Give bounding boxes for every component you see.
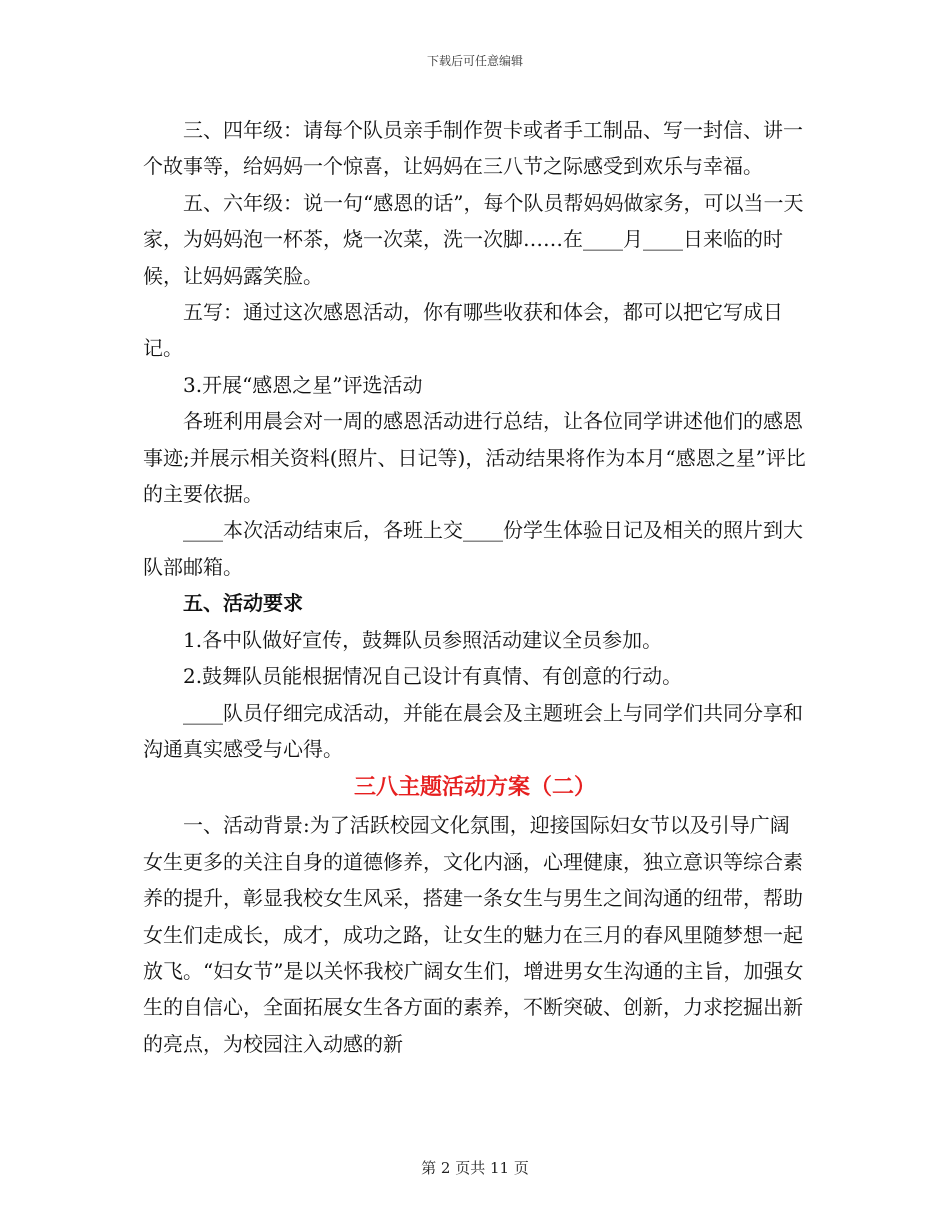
heading-activity-requirements: 五、活动要求 <box>183 591 303 616</box>
page-header: 下载后可任意编辑 <box>426 54 523 68</box>
paragraph-submission: ____本次活动结束后，各班上交____份学生体验日记及相关的照片到大队部邮箱。 <box>143 518 803 579</box>
paragraph-activity-background: 一、活动背景:为了活跃校园文化氛围，迎接国际妇女节以及引导广阔女生更多的关注自身的道德修养，文化内涵，心理健康，独立意识等综合素养的提升，彰显我校女生风采，搭建一条女生与男生之间沟通的纽带，帮助女生们走成长，成才，成功之路，让女生的魅力在三月的春风里随梦想一起放飞。“妇女节”是以关怀我校广阔女生们，增进男女生沟通的主旨，加强女生的自信心，全面拓展女生各方面的素养，不断突破、创新，力求挖掘出新的亮点，为校园注入动感的新 <box>143 813 804 1056</box>
paragraph-grade-5-6: 五、六年级：说一句“感恩的话”，每个队员帮妈妈做家务，可以当一天家，为妈妈泡一杯茶，烧一次菜，洗一次脚……在____月____日来临的时候，让妈妈露笑脸。 <box>143 190 804 288</box>
paragraph-writing: 五写：通过这次感恩活动，你有哪些收获和体会，都可以把它写成日记。 <box>143 300 783 361</box>
requirement-item-1: 1.各中队做好宣传，鼓舞队员参照活动建议全员参加。 <box>183 627 663 652</box>
requirement-item-3: ____队员仔细完成活动，并能在晨会及主题班会上与同学们共同分享和沟通真实感受与心得。 <box>143 700 803 761</box>
paragraph-class-summary: 各班利用晨会对一周的感恩活动进行总结，让各位同学讲述他们的感恩事迹;并展示相关资料(照片、日记等)，活动结果将作为本月“感恩之星”评比的主要依据。 <box>143 409 806 507</box>
paragraph-star-selection-heading: 3.开展“感恩之星”评选活动 <box>183 372 423 397</box>
page-number: 第 2 页共 11 页 <box>421 1159 529 1177</box>
document-body <box>143 112 807 1062</box>
section-title: 三八主题活动方案（二） <box>353 774 596 801</box>
requirement-item-2: 2.鼓舞队员能根据情况自己设计有真情、有创意的行动。 <box>183 664 683 689</box>
paragraph-grade-3-4: 三、四年级：请每个队员亲手制作贺卡或者手工制品、写一封信、讲一个故事等，给妈妈一个惊喜，让妈妈在三八节之际感受到欢乐与幸福。 <box>143 118 803 179</box>
